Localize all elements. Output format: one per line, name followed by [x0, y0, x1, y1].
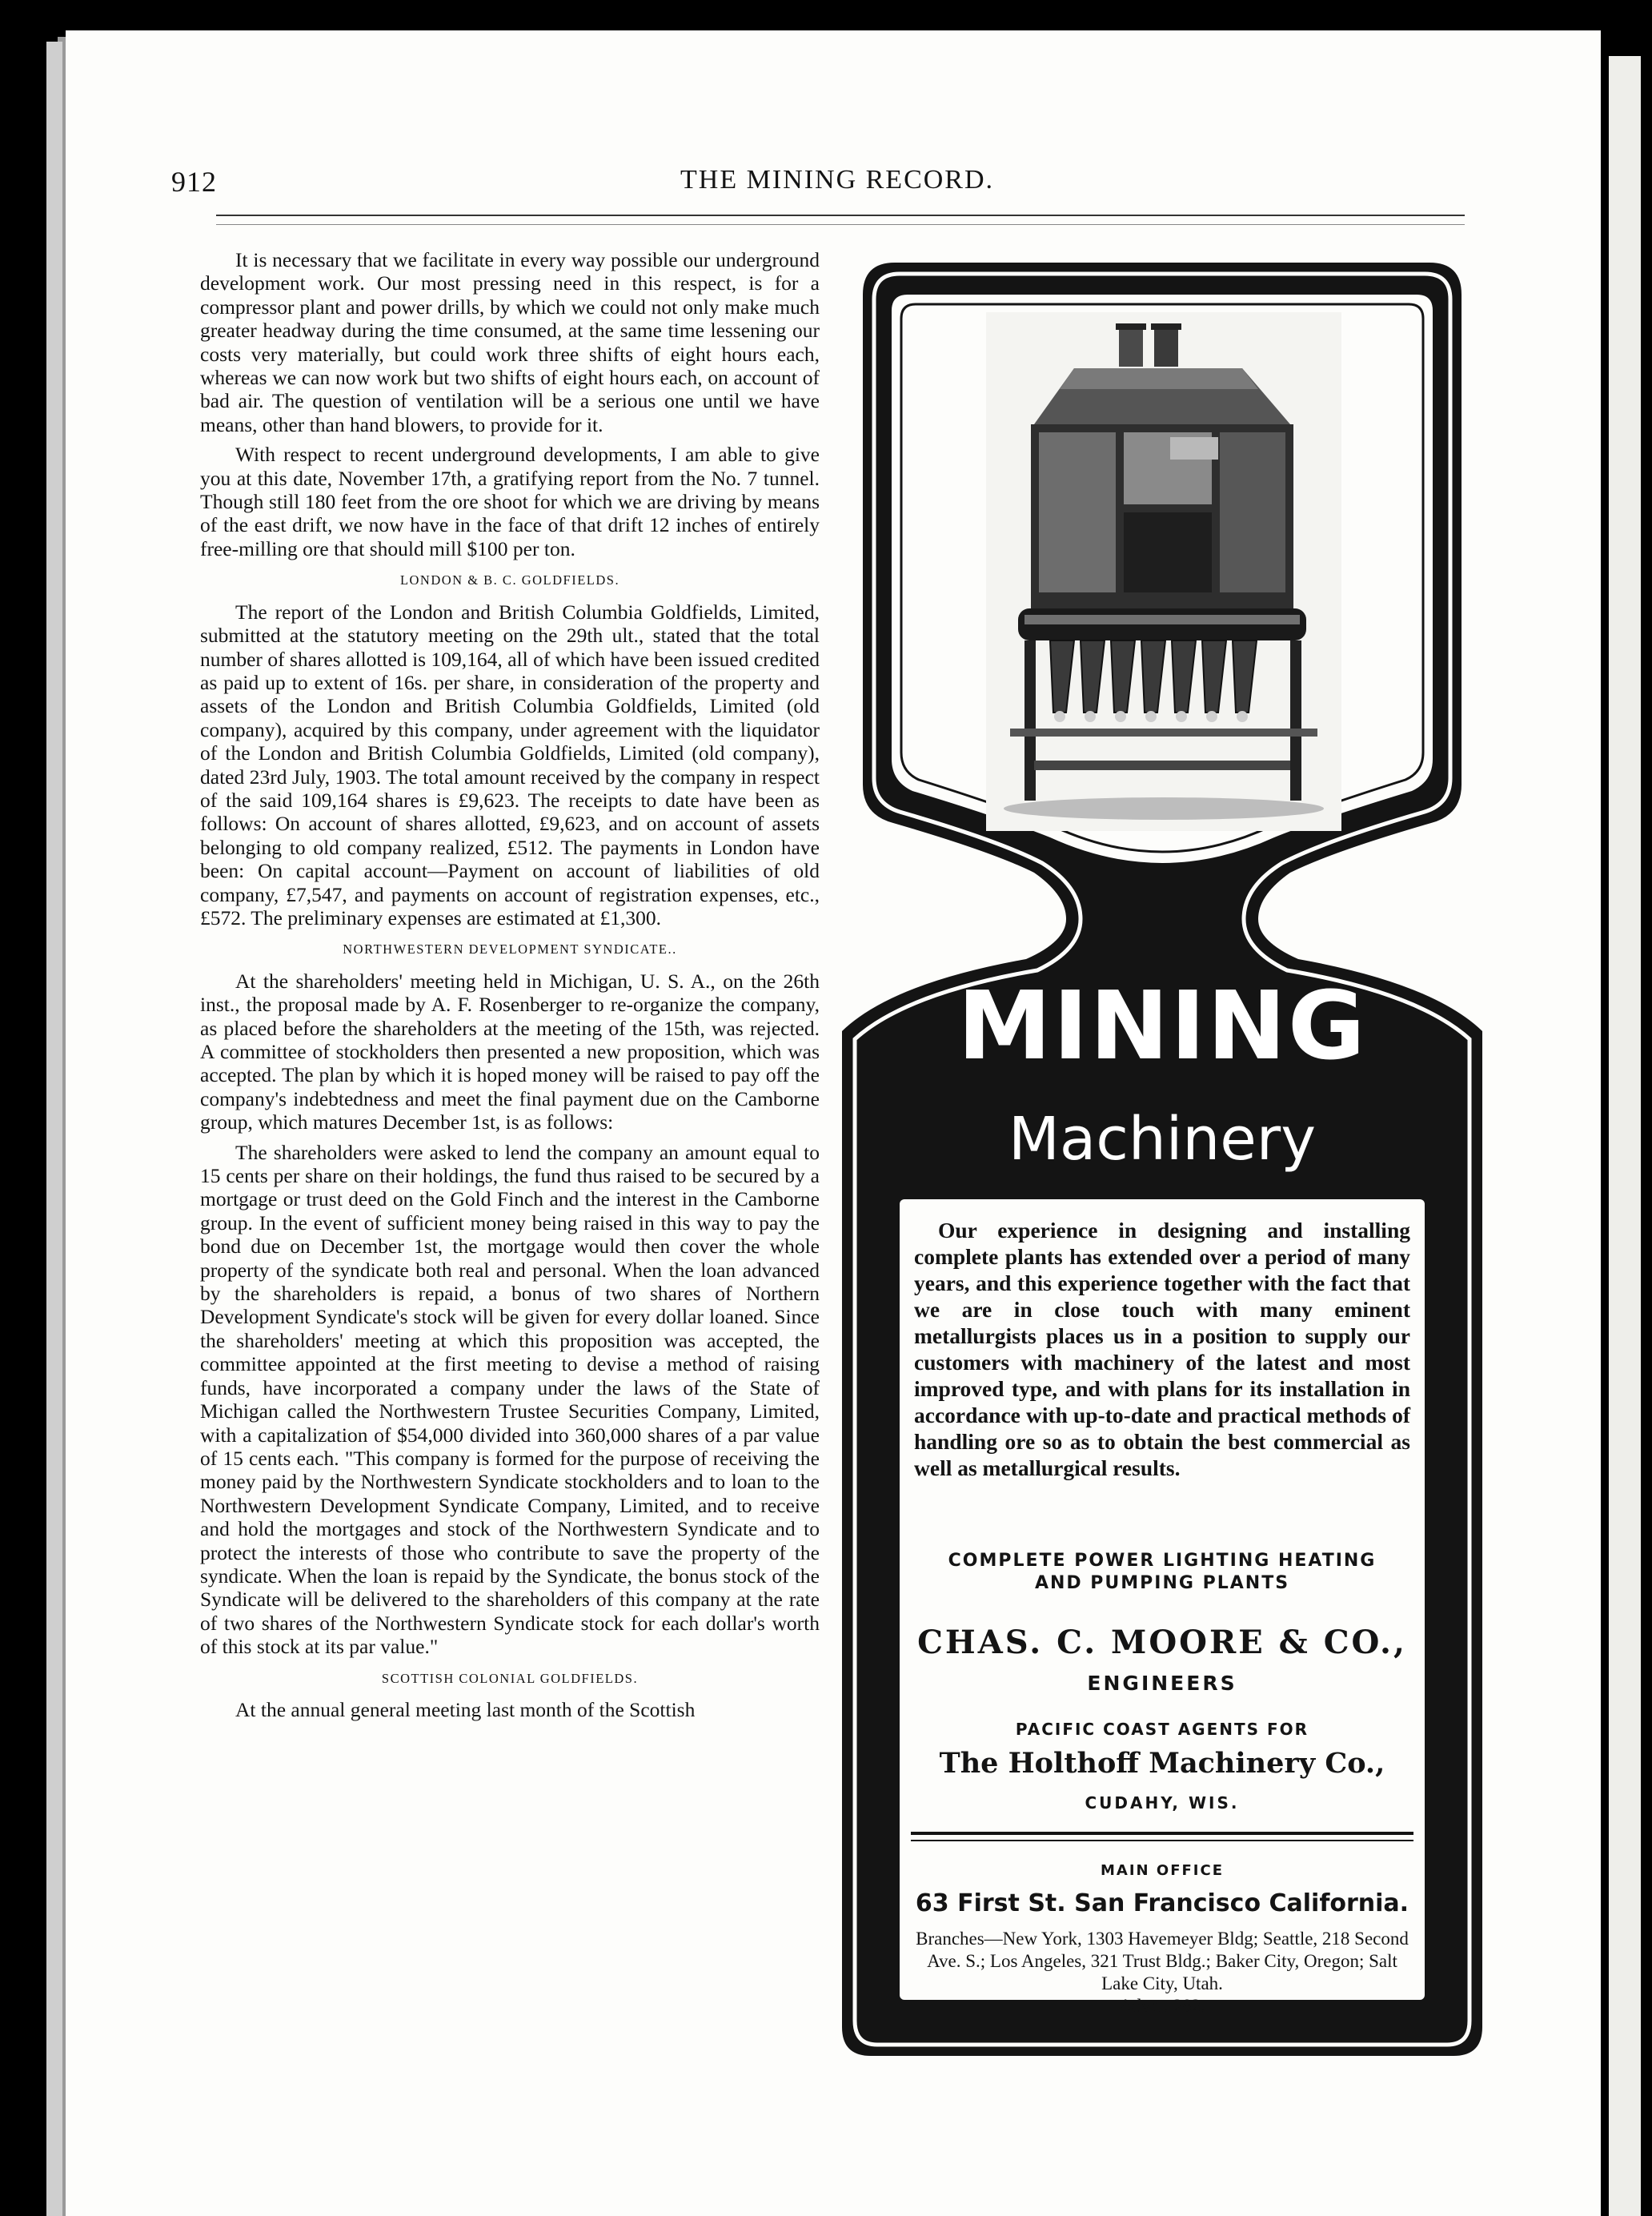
advertisement-number: Adver. 282. — [1119, 1996, 1205, 2016]
services-line: COMPLETE POWER LIGHTING HEATING — [948, 1551, 1377, 1571]
header-rule — [216, 215, 1465, 216]
agents-label: PACIFIC COAST AGENTS FOR — [1015, 1720, 1309, 1739]
section-heading-london: LONDON & B. C. GOLDFIELDS. — [399, 572, 620, 588]
branches-text: Branches—New York, 1303 Havemeyer Bldg; Seattle, 218 Second Ave. S.; Los Angeles, 321 Trust Bldg.; Baker City, Oregon; Salt Lake City, Utah. — [916, 1929, 1409, 1993]
company-name: CHAS. C. MOORE & CO., — [917, 1624, 1407, 1661]
article-column — [200, 248, 820, 1728]
ad-body-text: Our experience in designing and installing complete plants has extended over a period of many years, and this experience together with the fact that we are in close touch with many eminent metallurgists places us in a position to supply our customers with machinery of the latest and most improved type, and with plans for its installation in accordance with up-to-date and practical methods of handling ore so as to obtain the best commercial as well as metallurgical results. — [914, 1218, 1410, 1480]
services-line: AND PUMPING PLANTS — [1034, 1573, 1290, 1593]
ad-subtitle: Machinery — [1008, 1105, 1316, 1174]
page-number: 912 — [171, 166, 217, 198]
next-page-edge — [1609, 56, 1641, 2216]
advertisement — [842, 263, 1482, 2056]
branch-offices — [916, 1928, 1409, 2017]
ad-text-panel — [900, 1199, 1425, 2016]
scan-edge-left — [46, 42, 62, 2216]
section-heading-scottish: SCOTTISH COLONIAL GOLDFIELDS. — [381, 1670, 639, 1686]
ad-title: MINING — [957, 970, 1367, 1081]
ad-rule-thin — [911, 1840, 1413, 1841]
agent-company: The Holthoff Machinery Co., — [939, 1747, 1385, 1780]
header-rule-thin — [216, 224, 1465, 225]
ad-services — [900, 1550, 1425, 1595]
paragraph: It is necessary that we facilitate in every way possible our underground development work. Our most pressing need in this respect, is for a compressor plant and power drills, by which we could not only make much greater headway during the time consumed, at the same time lessening our costs very materially, but could work three shifts of eight hours each, whereas we can now work but two shifts of eight hours each, on account of bad air. The question of ventilation will be a serious one until we have means, other than hand blowers, to provide for it. — [200, 248, 820, 436]
section-heading-northwestern: NORTHWESTERN DEVELOPMENT SYNDICATE.. — [343, 941, 677, 957]
ad-rule — [911, 1832, 1413, 1835]
paragraph: With respect to recent underground developments, I am able to give you at this date, November 17th, a gratifying report from the No. 7 tunnel. Though still 180 feet from the ore shoot for which we are driving by means of the east drift, we now have in the face of that drift 12 inches of entirely free-milling ore that should mill $100 per ton. — [200, 443, 820, 560]
paragraph: The shareholders were asked to lend the company an amount equal to 15 cents per share on their holdings, the fund thus raised to be secured by a mortgage or trust deed on the Gold Finch and the interest in the Camborne group. In the event of sufficient money being raised in this way to pay the bond due on December 1st, the mortgage would then cover the whole property of the syndicate both real and personal. When the loan advanced by the shareholders is repaid, a bonus of two shares of Northern Development Syndicate's stock will be given for every dollar loaned. Since the shareholders' meeting at which this proposition was accepted, the committee appointed at the first meeting to devise a method of raising funds, have incorporated a company under the laws of the State of Michigan called the Northwestern Trustee Securities Company, Limited, with a capitalization of $54,000 divided into 360,000 shares of a par value of 15 cents each. "This company is formed for the purpose of receiving the money paid by the Northwestern Syndicate stockholders and to loan to the Northwestern Development Syndicate Company, Limited, and to receive and hold the mortgages and stock of the Northwestern Syndicate and to protect the interests of those who contribute to save the property of the syndicate. When the loan is repaid by the Syndicate, the bonus stock of the Syndicate will be delivered to the shareholders of this company at the rate of two shares of the Northwestern Syndicate stock for each dollar's worth of this stock at its par value." — [200, 1140, 820, 1659]
machine-illustration — [986, 312, 1341, 831]
main-office-address: 63 First St. San Francisco California. — [915, 1889, 1409, 1917]
agent-city: CUDAHY, WIS. — [1085, 1793, 1240, 1813]
running-head: THE MINING RECORD. — [680, 165, 995, 195]
paragraph: At the annual general meeting last month of the Scottish — [235, 1697, 696, 1721]
company-role: ENGINEERS — [1087, 1672, 1237, 1695]
paragraph: The report of the London and British Columbia Goldfields, Limited, submitted at the statutory meeting on the 29th ult., stated that the total number of shares allotted is 109,164, all of which have been issued credited as paid up to extent of 16s. per share, in consideration of the property and assets of the London and British Columbia Goldfields, Limited (old company), acquired by this company, under agreement with the liquidator of the London and British Columbia Goldfields, Limited (old company), dated 23rd July, 1903. The total amount received by the company in respect of the said 109,164 shares is £9,623. The receipts to date have been as follows: On account of shares allotted, £9,623, and on account of assets belonging to old company realized, £512. The payments in London have been: On capital account—Payment on account of liabilities of old company, £7,547, and payments on account of registration expenses, etc., £572. The preliminary expenses are estimated at £1,300. — [200, 600, 820, 929]
main-office-label: MAIN OFFICE — [1101, 1862, 1224, 1879]
paragraph: At the shareholders' meeting held in Michigan, U. S. A., on the 26th inst., the proposal made by A. F. Rosenberger to re-organize the company, as placed before the shareholders at the meeting of the 15th, was rejected. A committee of stockholders then presented a new proposition, which was accepted. The plan by which it is hoped money will be raised to pay off the company's indebtedness and meet the final payment due on the Camborne group, which matures December 1st, is as follows: — [200, 969, 820, 1134]
